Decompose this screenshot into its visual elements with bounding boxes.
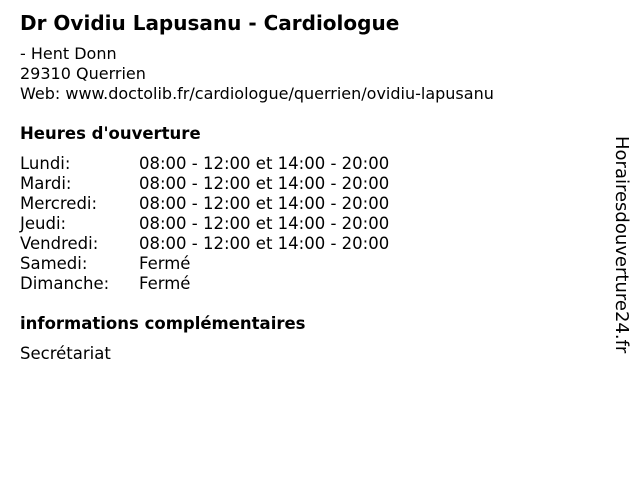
day-label: Jeudi: (20, 214, 67, 233)
page-title: Dr Ovidiu Lapusanu - Cardiologue (20, 11, 400, 35)
hours-heading: Heures d'ouverture (20, 124, 201, 143)
day-label: Vendredi: (20, 234, 99, 253)
address-block (20, 44, 494, 104)
hours-row-sunday (20, 274, 389, 294)
day-label: Lundi: (20, 154, 71, 173)
day-hours: 08:00 - 12:00 et 14:00 - 20:00 (139, 214, 390, 233)
day-hours: 08:00 - 12:00 et 14:00 - 20:00 (139, 194, 390, 213)
address-street: - Hent Donn (20, 44, 117, 63)
address-city: 29310 Querrien (20, 64, 146, 83)
day-hours: 08:00 - 12:00 et 14:00 - 20:00 (139, 154, 390, 173)
day-hours: Fermé (139, 254, 191, 273)
day-hours: 08:00 - 12:00 et 14:00 - 20:00 (139, 234, 390, 253)
day-hours: 08:00 - 12:00 et 14:00 - 20:00 (139, 174, 390, 193)
address-web: Web: www.doctolib.fr/cardiologue/querrien/ovidiu-lapusanu (20, 84, 494, 103)
hours-table (20, 154, 389, 294)
hours-row-monday (20, 154, 389, 174)
day-label: Mardi: (20, 174, 72, 193)
hours-row-wednesday (20, 194, 389, 214)
hours-row-thursday (20, 214, 389, 234)
hours-row-tuesday (20, 174, 389, 194)
info-heading: informations complémentaires (20, 314, 306, 333)
day-label: Mercredi: (20, 194, 98, 213)
hours-row-friday (20, 234, 389, 254)
day-label: Dimanche: (20, 274, 110, 293)
hours-row-saturday (20, 254, 389, 274)
info-text: Secrétariat (20, 344, 111, 363)
watermark-text: Horairesdouverture24.fr (611, 136, 632, 354)
day-hours: Fermé (139, 274, 191, 293)
day-label: Samedi: (20, 254, 88, 273)
